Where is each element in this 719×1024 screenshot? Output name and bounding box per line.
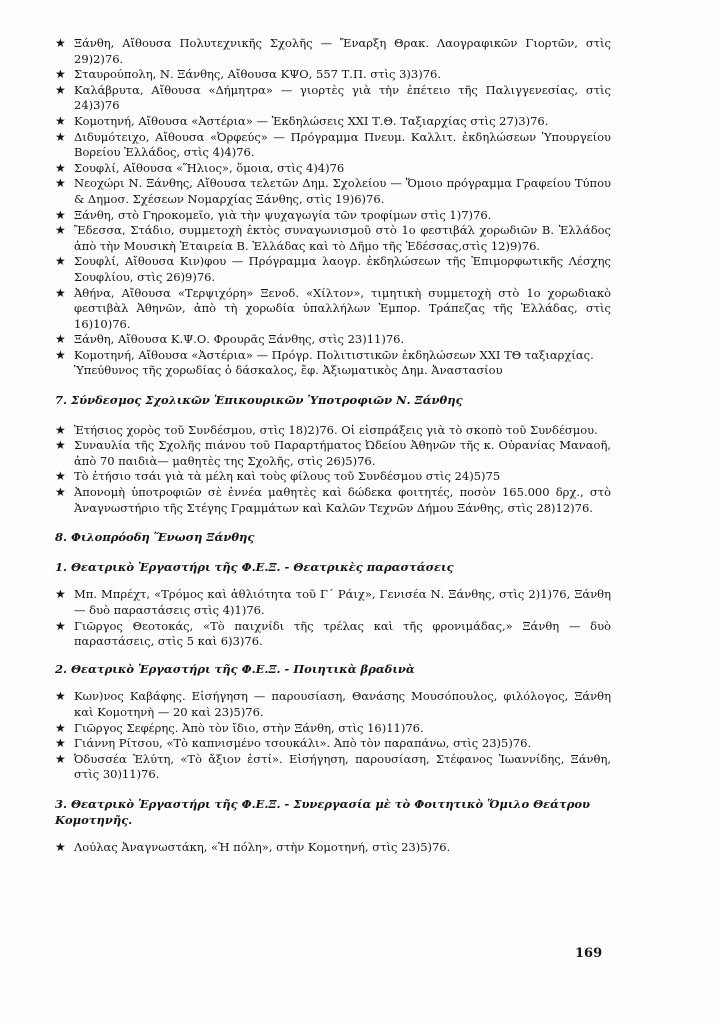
star-bullet-icon: ★ <box>55 736 66 751</box>
list-item <box>55 286 611 333</box>
list-item <box>55 721 611 737</box>
list-item <box>55 161 611 177</box>
list-item-text: Ἀθήνα, Αἴθουσα «Τερψιχόρη» Ξενοδ. «Χίλτον», τιμητικὴ συμμετοχὴ στὸ 1ο χορωδιακὸ φεστιβὰλ Ἀθηνῶν, ἀπὸ τὴ χορωδία ὑπαλλήλων Ἐμπορ. Τράπεζας τῆς Ἑλλάδας, στὶς 16)10)76. <box>74 285 611 331</box>
list-item-text: Νεοχώρι Ν. Ξάνθης, Αἴθουσα τελετῶν Δημ. Σχολείου — Ὅμοιο πρόγραμμα Γραφείου Τύπου & Δημοσ. Σχέσεων Νομαρχίας Ξάνθης, στὶς 19)6)76. <box>74 176 611 206</box>
list-item-text: Κομοτηνή, Αἴθουσα «Ἀστέρια» — Πρόγρ. Πολιτιστικῶν ἐκδηλώσεων ΧΧΙ ΤΘ ταξιαρχίας. <box>74 347 594 362</box>
list-item-text: Γιῶργος Θεοτοκάς, «Τὸ παιχνίδι τῆς τρέλας καὶ τῆς φρονιμάδας,» Ξάνθη — δυὸ παραστάσεις, στὶς 5 καὶ 6)3)76. <box>74 618 611 649</box>
list-item-text: Ἀπονομὴ ὑποτροφιῶν σὲ ἐννέα μαθητὲς καὶ δώδεκα φοιτητές, ποσὸν 165.000 δρχ., στὸ Ἀναγνωστήριο τῆς Στέγης Γραμμάτων καὶ Καλῶν Τεχνῶν Δήμου Ξάνθης, στὶς 28)12)76. <box>74 485 611 515</box>
list-item-text: Μπ. Μπρέχτ, «Τρόμος καὶ ἀθλιότητα τοῦ Γ΄ Ράιχ», Γενισέα Ν. Ξάνθης, στὶς 2)1)76, Ξάνθη — δυὸ παραστάσεις στὶς 4)1)76. <box>74 587 611 617</box>
subsection-heading-8-2: 2. Θεατρικὸ Ἐργαστήρι τῆς Φ.Ε.Ξ. - Ποιητικὰ βραδινὰ <box>55 661 415 676</box>
list-item <box>55 587 611 618</box>
list-item <box>55 736 611 752</box>
list-item-text: Λούλας Ἀναγνωστάκη, «Ἡ πόλη», στὴν Κομοτηνή, στὶς 23)5)76. <box>74 840 451 855</box>
star-bullet-icon: ★ <box>55 36 66 50</box>
list-item-text: Καλάβρυτα, Αἴθουσα «Δήμητρα» — γιορτὲς γιὰ τὴν ἐπέτειο τῆς Παλιγγενεσίας, στὶς 24)3)76 <box>74 82 611 113</box>
choir-director-note: Ὑπεύθυνος τῆς χορωδίας ὁ δάσκαλος, ἔφ. Ἀξιωματικὸς Δημ. Ἀναστασίου <box>74 363 503 378</box>
list-item <box>55 114 611 130</box>
section-heading-8: 8. Φιλοπρόοδη Ἕνωση Ξάνθης <box>55 530 255 545</box>
star-bullet-icon: ★ <box>55 720 66 735</box>
event-list-choir <box>55 36 611 363</box>
star-bullet-icon: ★ <box>55 751 66 766</box>
list-item-text: Σουφλί, Αἴθουσα Κιν)φου — Πρόγραμμα λαογρ. ἐκδηλώσεων τῆς Ἐπιμορφωτικῆς Λέσχης Σουφλίου, στὶς 26)9)76. <box>74 254 611 284</box>
star-bullet-icon: ★ <box>55 160 66 175</box>
list-item-text: Διδυμότειχο, Αἴθουσα «Ὀρφεύς» — Πρόγραμμα Πνευμ. Καλλιτ. ἐκδηλώσεων Ὑπουργείου Βορείου Ἑλλάδος, στὶς 4)4)76. <box>74 129 611 160</box>
list-item-text: Σταυρούπολη, Ν. Ξάνθης, Αἴθουσα ΚΨΟ, 557 Τ.Π. στὶς 3)3)76. <box>74 67 442 82</box>
event-list-theatre <box>55 587 611 649</box>
list-item <box>55 752 611 783</box>
list-item <box>55 130 611 161</box>
subsection-heading-8-1: 1. Θεατρικὸ Ἐργαστήρι τῆς Φ.Ε.Ξ. - Θεατρικὲς παραστάσεις <box>55 559 454 574</box>
list-item <box>55 36 611 67</box>
list-item-text: Ξάνθη, Αἴθουσα Κ.Ψ.Ο. Φρουρᾶς Ξάνθης, στὶς 23)11)76. <box>74 332 405 347</box>
list-item <box>55 423 611 439</box>
star-bullet-icon: ★ <box>55 332 66 347</box>
list-item-text: Γιῶργος Σεφέρης. Ἀπὸ τὸν ἴδιο, στὴν Ξάνθη, στὶς 16)11)76. <box>74 720 424 735</box>
star-bullet-icon: ★ <box>55 129 66 144</box>
list-item-text: Ξάνθη, στὸ Γηροκομεῖο, γιὰ τὴν ψυχαγωγία τῶν τροφίμων στὶς 1)7)76. <box>74 207 492 222</box>
star-bullet-icon: ★ <box>55 254 66 269</box>
list-item <box>55 485 611 516</box>
star-bullet-icon: ★ <box>55 438 66 453</box>
star-bullet-icon: ★ <box>55 469 66 484</box>
star-bullet-icon: ★ <box>55 840 66 855</box>
subsection-heading-8-3: 3. Θεατρικὸ Ἐργαστήρι τῆς Φ.Ε.Ξ. - Συνεργασία μὲ τὸ Φοιτητικὸ Ὅμιλο Θεάτρου Κομοτηνῆς. <box>55 796 591 827</box>
list-item <box>55 208 611 224</box>
star-bullet-icon: ★ <box>55 207 66 222</box>
star-bullet-icon: ★ <box>55 223 66 238</box>
list-item <box>55 438 611 469</box>
list-item-text: Γιάννη Ρίτσου, «Τὸ καπνισμένο τσουκάλι». Ἀπὸ τὸν παραπάνω, στὶς 23)5)76. <box>74 736 532 751</box>
star-bullet-icon: ★ <box>55 618 66 633</box>
star-bullet-icon: ★ <box>55 176 66 191</box>
event-list-collaboration <box>55 840 611 856</box>
list-item <box>55 254 611 285</box>
page-number: 169 <box>575 946 603 961</box>
event-list-section-7 <box>55 423 611 517</box>
list-item-text: Συναυλία τῆς Σχολῆς πιάνου τοῦ Παραρτήματος Ὠδείου Ἀθηνῶν τῆς κ. Οὐρανίας Μαναοῆ, ἀπὸ 70 παιδιὰ— μαθητὲς της Σχολῆς, στὶς 26)5)76. <box>74 438 611 468</box>
list-item-text: Κομοτηνή, Αἴθουσα «Ἀστέρια» — Ἐκδηλώσεις ΧΧΙ Τ.Θ. Ταξιαρχίας στὶς 27)3)76. <box>74 113 549 128</box>
list-item-text: Ἐτήσιος χορὸς τοῦ Συνδέσμου, στὶς 18)2)76. Οἱ εἰσπράξεις γιὰ τὸ σκοπὸ τοῦ Συνδέσμου. <box>74 422 598 437</box>
list-item-text: Σουφλί, Αἴθουσα «Ἥλιος», ὅμοια, στὶς 4)4)76 <box>74 160 345 175</box>
document-page <box>55 36 611 856</box>
list-item <box>55 689 611 720</box>
list-item-text: Ξάνθη, Αἴθουσα Πολυτεχνικῆς Σχολῆς — Ἔναρξη Θρακ. Λαογραφικῶν Γιορτῶν, στὶς 29)2)76. <box>74 36 611 66</box>
section-heading-7: 7. Σύνδεσμος Σχολικῶν Ἐπικουρικῶν Ὑποτροφιῶν Ν. Ξάνθης <box>55 393 463 408</box>
list-item <box>55 176 611 207</box>
list-item-text: Ὀδυσσέα Ἐλύτη, «Τὸ ἄξιον ἐστί». Εἰσήγηση, παρουσίαση, Στέφανος Ἰωαννίδης, Ξάνθη, στὶς 30)11)76. <box>74 751 611 782</box>
list-item-text: Κων)νος Καβάφης. Εἰσήγηση — παρουσίαση, Θανάσης Μουσόπουλος, φιλόλογος, Ξάνθη καὶ Κομοτηνὴ — 20 καὶ 23)5)76. <box>74 689 611 719</box>
list-item-text: Ἔδεσσα, Στάδιο, συμμετοχὴ ἐκτὸς συναγωνισμοῦ στὸ 1ο φεστιβάλ χορωδιῶν Β. Ἑλλάδος ἀπὸ τὴν Μουσικὴ Ἑταιρεία Β. Ἑλλάδας καὶ τὸ Δῆμο τῆς Ἐδέσσας,στὶς 12)9)76. <box>74 223 611 253</box>
list-item <box>55 840 611 856</box>
star-bullet-icon: ★ <box>55 67 66 82</box>
star-bullet-icon: ★ <box>55 587 66 602</box>
event-list-poetry <box>55 689 611 783</box>
star-bullet-icon: ★ <box>55 82 66 97</box>
list-item <box>55 67 611 83</box>
list-item-text: Τὸ ἐτήσιο τσάι γιὰ τὰ μέλη καὶ τοὺς φίλους τοῦ Συνδέσμου στὶς 24)5)75 <box>74 469 501 484</box>
list-item <box>55 348 611 364</box>
list-item <box>55 83 611 114</box>
list-item <box>55 223 611 254</box>
star-bullet-icon: ★ <box>55 689 66 704</box>
list-item <box>55 469 611 485</box>
star-bullet-icon: ★ <box>55 347 66 362</box>
list-item <box>55 332 611 348</box>
star-bullet-icon: ★ <box>55 485 66 500</box>
star-bullet-icon: ★ <box>55 422 66 437</box>
list-item <box>55 619 611 650</box>
star-bullet-icon: ★ <box>55 285 66 300</box>
star-bullet-icon: ★ <box>55 113 66 128</box>
